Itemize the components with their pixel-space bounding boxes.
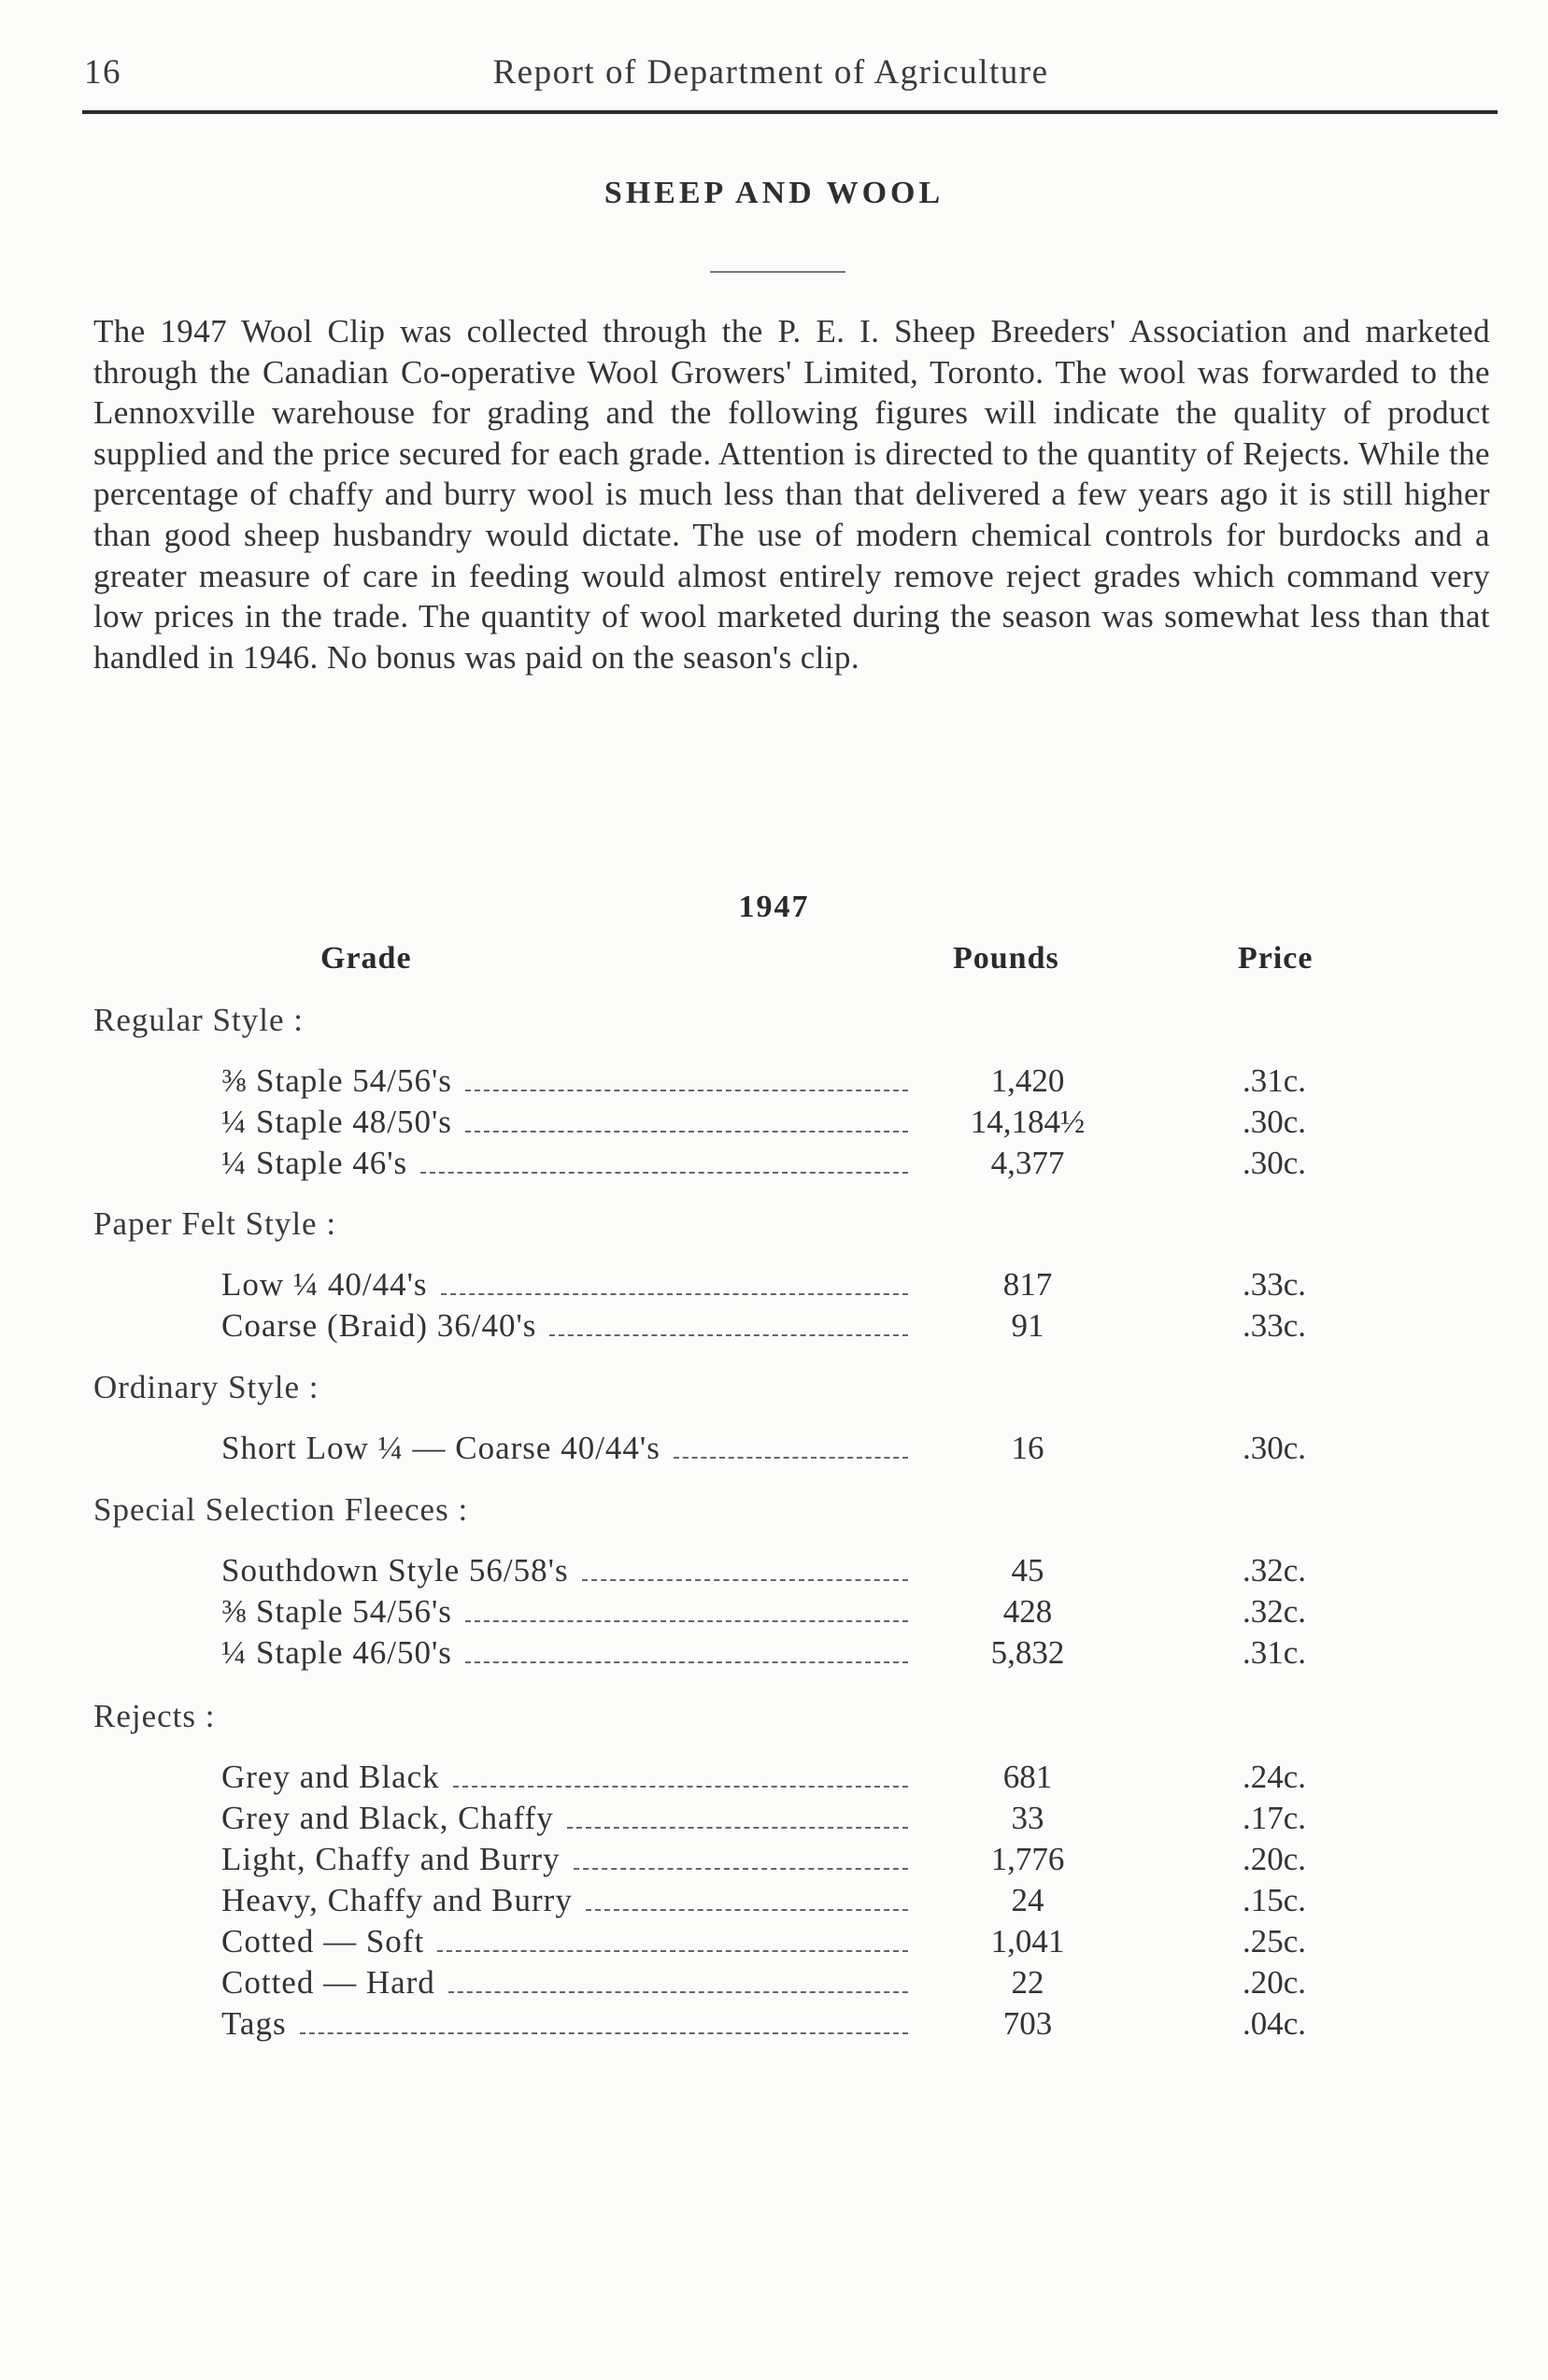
price-value: .30c. [1243, 1145, 1307, 1181]
dot-leader [448, 1991, 908, 1993]
price-value: .20c. [1243, 1964, 1307, 2001]
price-value: .31c. [1243, 1634, 1307, 1671]
grade-label: Grey and Black, Chaffy [221, 1800, 554, 1836]
dot-leader [437, 1950, 908, 1952]
table-row [0, 1145, 1548, 1186]
group-heading: Regular Style : [93, 1002, 304, 1038]
table-row [0, 1104, 1548, 1145]
pounds-value: 4,377 [990, 1145, 1065, 1181]
table-row [0, 1307, 1548, 1348]
group-heading: Ordinary Style : [93, 1369, 320, 1405]
dot-leader [420, 1172, 908, 1174]
header-rule [82, 110, 1498, 114]
grade-label: ¼ Staple 48/50's [221, 1104, 452, 1140]
dot-leader [441, 1293, 908, 1295]
grade-label: ⅜ Staple 54/56's [221, 1593, 452, 1630]
pounds-value: 45 [1011, 1552, 1044, 1589]
grade-label: Southdown Style 56/58's [221, 1552, 569, 1589]
pounds-value: 1,041 [990, 1923, 1065, 1960]
pounds-value: 1,776 [990, 1841, 1065, 1877]
dot-leader [549, 1334, 908, 1336]
price-value: .31c. [1243, 1062, 1307, 1099]
table-row [0, 1800, 1548, 1841]
table-row [0, 1759, 1548, 1800]
grade-label: ¼ Staple 46's [221, 1145, 408, 1181]
running-title: Report of Department of Agriculture [492, 53, 1049, 92]
pounds-value: 703 [1002, 2005, 1053, 2042]
column-header-grade: Grade [320, 941, 412, 976]
dot-leader [300, 2032, 908, 2034]
grade-label: Grey and Black [221, 1759, 440, 1795]
price-value: .20c. [1243, 1841, 1307, 1877]
price-value: .24c. [1243, 1759, 1307, 1795]
dot-leader [586, 1909, 908, 1911]
dot-leader [465, 1620, 908, 1622]
pounds-value: 91 [1011, 1307, 1044, 1344]
price-value: .33c. [1243, 1266, 1307, 1303]
column-header-price: Price [1238, 941, 1314, 976]
group-heading: Paper Felt Style : [93, 1205, 337, 1242]
table-row [0, 1841, 1548, 1882]
price-value: .04c. [1243, 2005, 1307, 2042]
table-year: 1947 [738, 890, 810, 924]
price-value: .33c. [1243, 1307, 1307, 1344]
grade-label: Tags [221, 2005, 287, 2042]
dot-leader [465, 1090, 908, 1091]
dot-leader [567, 1827, 908, 1829]
table-row [0, 1430, 1548, 1471]
table-row [0, 1964, 1548, 2005]
price-value: .25c. [1243, 1923, 1307, 1960]
pounds-value: 14,184½ [970, 1104, 1086, 1140]
table-row [0, 1266, 1548, 1307]
grade-label: ¼ Staple 46/50's [221, 1634, 452, 1671]
dot-leader [465, 1661, 908, 1663]
pounds-value: 428 [1002, 1593, 1053, 1630]
dot-leader [453, 1786, 908, 1788]
grade-label: Short Low ¼ — Coarse 40/44's [221, 1430, 660, 1466]
pounds-value: 33 [1011, 1800, 1044, 1836]
grade-label: Coarse (Braid) 36/40's [221, 1307, 537, 1344]
pounds-value: 24 [1011, 1882, 1044, 1918]
price-value: .17c. [1243, 1800, 1307, 1836]
dot-leader [674, 1457, 908, 1459]
table-row [0, 1923, 1548, 1964]
table-row [0, 1552, 1548, 1593]
table-row [0, 1593, 1548, 1634]
pounds-value: 5,832 [990, 1634, 1065, 1671]
pounds-value: 22 [1011, 1964, 1044, 2001]
page-number: 16 [84, 53, 121, 92]
pounds-value: 16 [1011, 1430, 1044, 1466]
group-heading: Special Selection Fleeces : [93, 1491, 469, 1528]
grade-label: Low ¼ 40/44's [221, 1266, 428, 1303]
table-row [0, 1634, 1548, 1675]
price-value: .15c. [1243, 1882, 1307, 1918]
price-value: .32c. [1243, 1593, 1307, 1630]
section-title: SHEEP AND WOOL [604, 176, 944, 210]
table-row [0, 1062, 1548, 1104]
column-header-pounds: Pounds [953, 941, 1059, 976]
grade-label: Heavy, Chaffy and Burry [221, 1882, 573, 1918]
price-value: .30c. [1243, 1104, 1307, 1140]
table-row [0, 1882, 1548, 1923]
dot-leader [574, 1868, 908, 1870]
group-heading: Rejects : [93, 1698, 216, 1734]
grade-label: Cotted — Soft [221, 1923, 425, 1960]
pounds-value: 681 [1002, 1759, 1053, 1795]
body-paragraph: The 1947 Wool Clip was collected through the P. E. I. Sheep Breeders' Association and marketed through the Canadian Co-operative Wool Growers' Limited, Toronto. The wool was forwarded to the Lennoxville warehouse for grading and the following figures will indicate the quality of product supplied and the price secured for each grade. Attention is directed to the quantity of Rejects. While the percentage of chaffy and burry wool is much less than that delivered a few years ago it is still higher than good sheep husbandry would dictate. The use of modern chemical controls for burdocks and a greater measure of care in feeding would almost entirely remove reject grades which command very low prices in the trade. The quantity of wool marketed during the season was somewhat less than that handled in 1946. No bonus was paid on the season's clip. [93, 313, 1490, 676]
grade-label: Cotted — Hard [221, 1964, 435, 2001]
dot-leader [582, 1579, 908, 1581]
price-value: .32c. [1243, 1552, 1307, 1589]
pounds-value: 1,420 [990, 1062, 1065, 1099]
table-row [0, 2005, 1548, 2046]
title-divider [710, 271, 845, 273]
pounds-value: 817 [1002, 1266, 1053, 1303]
dot-leader [465, 1131, 908, 1133]
grade-label: ⅜ Staple 54/56's [221, 1062, 452, 1099]
price-value: .30c. [1243, 1430, 1307, 1466]
grade-label: Light, Chaffy and Burry [221, 1841, 561, 1877]
